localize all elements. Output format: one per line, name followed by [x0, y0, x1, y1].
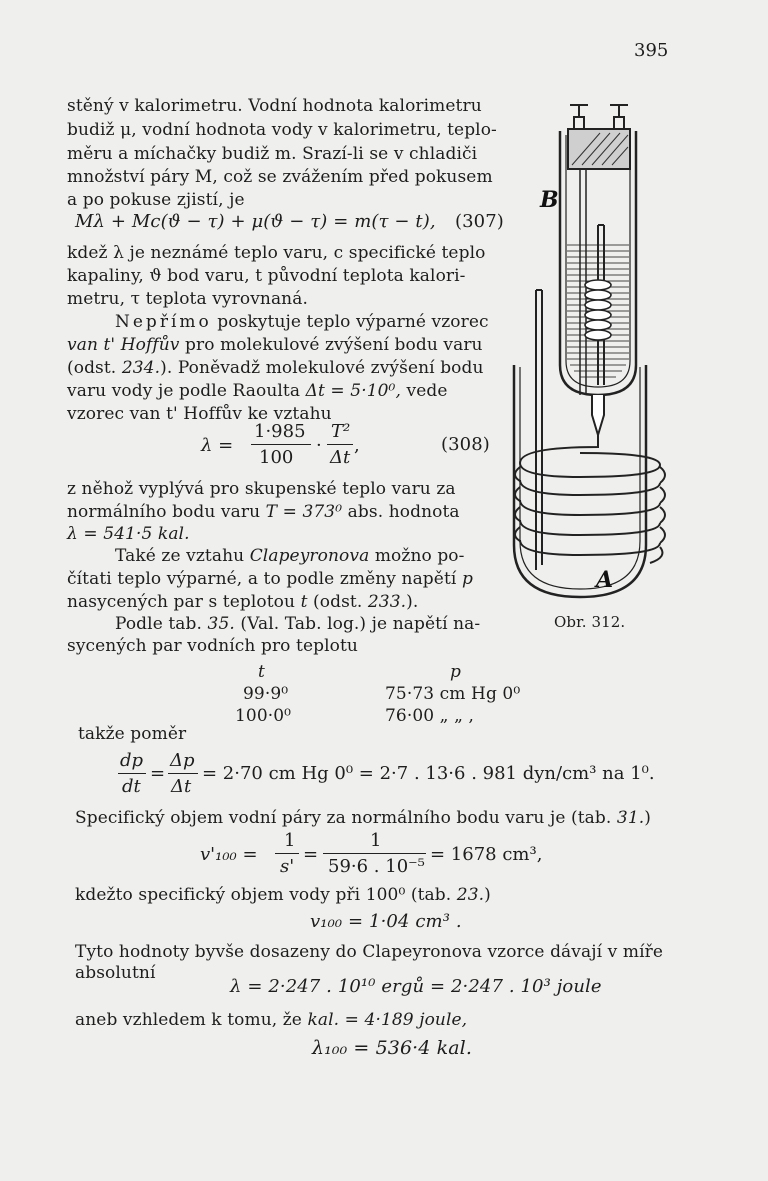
eq-num: dp — [120, 750, 144, 771]
figure-label-b: B — [540, 187, 559, 213]
terminal-right — [610, 105, 628, 129]
text-line — [75, 885, 491, 905]
text-span: Také ze vztahu — [115, 546, 245, 566]
eq-num: T² — [331, 421, 351, 442]
table-cell-t: 99·9⁰ — [243, 684, 289, 704]
equation-308 — [201, 421, 451, 471]
text-line: Tyto hodnoty byvše dosazeny do Clapeyronova vzorce dávají v míře — [75, 942, 663, 962]
fraction-bar — [118, 773, 146, 774]
text-line: množství páry M, což se zvážením před pokusem — [67, 167, 493, 187]
text-span: Δt = 5·10⁰, — [305, 381, 401, 401]
table-header-p: p — [450, 662, 461, 682]
eq-dot: · — [316, 435, 322, 456]
table-header-t: t — [258, 662, 265, 682]
eq-den: 59·6 . 10⁻⁵ — [328, 856, 425, 877]
stopper — [568, 129, 630, 169]
text-line — [67, 358, 484, 378]
text-line: měru a míchačky budiž m. Srazí-li se v chladiči — [67, 144, 478, 164]
text-span: 23. — [456, 885, 485, 905]
fraction-bar — [327, 444, 353, 445]
text-span: normálního bodu varu — [67, 502, 261, 522]
text-span: poskytuje teplo výparné vzorec — [217, 312, 489, 332]
text-span: T = 373⁰ — [265, 502, 343, 522]
eq-rest: = 1678 cm³, — [430, 844, 543, 865]
equation-307: Mλ + Mc(ϑ − τ) + μ(ϑ − τ) = m(τ − t), — [75, 211, 436, 232]
eq-num: 1 — [284, 830, 296, 851]
text-span: Podle tab. — [115, 614, 203, 634]
eq-num: 1·985 — [254, 421, 306, 442]
fraction-bar — [275, 853, 299, 854]
text-span: nasycených par s teplotou — [67, 592, 296, 612]
text-line — [67, 592, 418, 612]
text-span: p — [461, 569, 473, 589]
text-span: ). — [406, 592, 419, 612]
text-line: kdež λ je neznámé teplo varu, c specifické teplo — [67, 243, 486, 263]
condenser-spiral — [515, 435, 665, 563]
text-span: (Val. Tab. log.) je napětí na- — [240, 614, 481, 634]
text-span: kdežto specifický objem vody při 100⁰ (tab. — [75, 885, 452, 905]
text-span: 31. — [616, 808, 645, 828]
eq-den: Δt — [171, 776, 192, 797]
equation-specific-volume — [200, 830, 620, 880]
text-span: 233. — [367, 592, 407, 612]
eq-lhs: v'₁₀₀ = — [200, 844, 258, 865]
text-span: pro molekulové zvýšení bodu varu — [185, 335, 483, 355]
text-line — [67, 569, 473, 589]
text-line — [75, 808, 651, 828]
text-line — [115, 614, 480, 634]
text-span: ) — [484, 885, 491, 905]
text-span: kal. = 4·189 — [307, 1010, 414, 1030]
text-span: varu vody je podle Raoulta — [67, 381, 301, 401]
table-cell-p: 76·00 „ „ , — [385, 706, 474, 726]
text-line: budiž μ, vodní hodnota vody v kalorimetru, teplo- — [67, 120, 497, 140]
eq-equals: = — [303, 844, 319, 865]
text-line — [75, 1010, 467, 1030]
eq-den: dt — [122, 776, 141, 797]
text-span: λ = 541·5 — [67, 524, 153, 544]
text-line: absolutní — [75, 963, 156, 983]
equation-number: (308) — [441, 434, 490, 455]
fraction-bar — [168, 773, 198, 774]
text-line: sycených par vodních pro teplotu — [67, 636, 358, 656]
text-line: kapaliny, ϑ bod varu, t původní teplota kalori- — [67, 266, 466, 286]
equation-water-volume: v₁₀₀ = 1·04 cm³ . — [310, 911, 462, 932]
text-span: Specifický objem vodní páry za normálního bodu varu je (tab. — [75, 808, 612, 828]
text-span: abs. hodnota — [347, 502, 460, 522]
text-span: možno po- — [374, 546, 465, 566]
eq-den: Δt — [330, 447, 351, 468]
text-span: (odst. — [313, 592, 363, 612]
text-span: ). Poněvadž molekulové zvýšení bodu — [160, 358, 484, 378]
heating-coil — [585, 280, 611, 340]
fraction-bar — [251, 444, 311, 445]
equation-lambda: λ = 2·247 . 10¹⁰ ergů = 2·247 . 10³ joule — [230, 976, 602, 997]
text-span: joule, — [419, 1010, 468, 1030]
text-span: čítati teplo výparné, a to podle změny napětí — [67, 569, 457, 589]
figure-label-a: A — [596, 567, 614, 593]
text-line: takže poměr — [78, 724, 187, 744]
table-cell-p: 75·73 cm Hg 0⁰ — [385, 684, 521, 704]
text-line — [67, 524, 190, 544]
text-line — [67, 502, 460, 522]
text-span: (odst. — [67, 358, 117, 378]
text-line: metru, τ teplota vyrovnaná. — [67, 289, 308, 309]
text-line — [67, 335, 483, 355]
text-line — [115, 312, 489, 332]
eq-equals: = — [150, 763, 166, 784]
text-span: 234. — [121, 358, 161, 378]
text-line — [67, 381, 448, 401]
terminal-left — [570, 105, 588, 129]
eq-num: Δp — [170, 750, 195, 771]
eq-lambda: λ = — [201, 435, 234, 456]
text-span: vede — [406, 381, 448, 401]
text-span: Clapeyronova — [249, 546, 370, 566]
text-span: ) — [644, 808, 651, 828]
eq-den: 100 — [259, 447, 294, 468]
eq-den: s' — [280, 856, 295, 877]
figure-caption: Obr. 312. — [554, 613, 626, 631]
text-line: stěný v kalorimetru. Vodní hodnota kalorimetru — [67, 96, 482, 116]
equation-lambda-100: λ₁₀₀ = 536·4 kal. — [312, 1037, 472, 1059]
eq-num: 1 — [370, 830, 382, 851]
text-line: z něhož vyplývá pro skupenské teplo varu za — [67, 479, 456, 499]
eq-comma: , — [354, 435, 360, 456]
text-span: t — [300, 592, 308, 612]
text-line: vzorec van t' Hoffův ke vztahu — [67, 404, 332, 424]
text-span: kal. — [157, 524, 190, 544]
text-span: van t' Hoffův — [67, 335, 180, 355]
text-line — [115, 546, 465, 566]
equation-number: (307) — [455, 211, 504, 232]
page-number: 395 — [634, 40, 669, 61]
table-cell-t: 100·0⁰ — [235, 706, 292, 726]
apparatus-figure — [500, 95, 680, 620]
eq-rest: = 2·70 cm Hg 0⁰ = 2·7 . 13·6 . 981 dyn/cm³ na 1⁰. — [202, 763, 655, 784]
text-line: a po pokuse zjistí, je — [67, 190, 245, 210]
text-span: aneb vzhledem k tomu, že — [75, 1010, 302, 1030]
spaced-word: Nepřímo — [115, 312, 212, 332]
text-span: 35. — [207, 614, 235, 634]
fraction-bar — [323, 853, 426, 854]
outer-jacket — [514, 365, 646, 597]
equation-ratio — [118, 750, 678, 800]
